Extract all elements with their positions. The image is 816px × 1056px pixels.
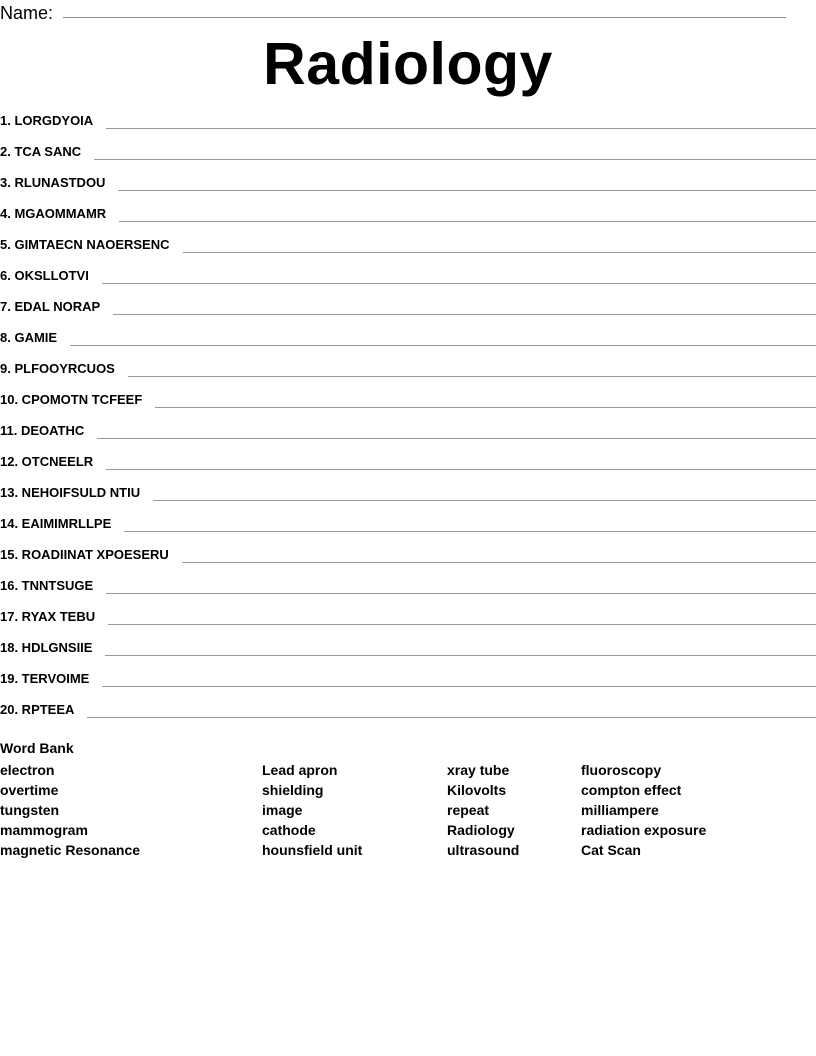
question-label: 14. EAIMIMRLLPE — [0, 516, 112, 531]
question-row — [0, 608, 816, 639]
question-row — [0, 546, 816, 577]
question-label: 7. EDAL NORAP — [0, 299, 101, 314]
question-label: 4. MGAOMMAMR — [0, 206, 107, 221]
question-row — [0, 360, 816, 391]
word-bank-column — [447, 760, 519, 860]
answer-line[interactable] — [128, 360, 816, 377]
word-bank-item: Lead apron — [262, 762, 338, 778]
word-bank-item: Cat Scan — [581, 842, 641, 858]
name-label: Name: — [0, 3, 54, 23]
question-label: 12. OTCNEELR — [0, 454, 94, 469]
question-row — [0, 422, 816, 453]
answer-line[interactable] — [183, 236, 816, 253]
word-bank-item: Radiology — [447, 822, 515, 838]
question-label: 13. NEHOIFSULD NTIU — [0, 485, 141, 500]
answer-line[interactable] — [106, 453, 816, 470]
answer-line[interactable] — [102, 670, 816, 687]
question-row — [0, 639, 816, 670]
question-row — [0, 484, 816, 515]
word-bank-item: tungsten — [0, 802, 60, 818]
question-label: 9. PLFOOYRCUOS — [0, 361, 115, 376]
answer-line[interactable] — [113, 298, 816, 315]
question-label: 5. GIMTAECN NAOERSENC — [0, 237, 170, 252]
answer-line[interactable] — [182, 546, 816, 563]
word-bank-column — [262, 760, 362, 860]
page-title: Radiology — [263, 31, 553, 97]
question-row — [0, 701, 816, 732]
word-bank-item: overtime — [0, 782, 59, 798]
question-row — [0, 329, 816, 360]
name-row — [0, 0, 53, 22]
question-label: 19. TERVOIME — [0, 671, 90, 686]
word-bank-item: compton effect — [581, 782, 682, 798]
question-row — [0, 205, 816, 236]
question-row — [0, 236, 816, 267]
question-label: 6. OKSLLOTVI — [0, 268, 89, 283]
answer-line[interactable] — [87, 701, 816, 718]
word-bank-item: mammogram — [0, 822, 88, 838]
word-bank — [0, 760, 816, 864]
question-label: 1. LORGDYOIA — [0, 113, 94, 128]
word-bank-item: xray tube — [447, 762, 510, 778]
answer-line[interactable] — [102, 267, 816, 284]
word-bank-item: electron — [0, 762, 55, 778]
answer-line[interactable] — [94, 143, 816, 160]
question-label: 8. GAMIE — [0, 330, 58, 345]
question-label: 20. RPTEEA — [0, 702, 75, 717]
word-bank-item: repeat — [447, 802, 490, 818]
answer-line[interactable] — [155, 391, 816, 408]
question-row — [0, 267, 816, 298]
word-bank-item: fluoroscopy — [581, 762, 662, 778]
word-bank-column — [0, 760, 140, 860]
name-blank-line[interactable] — [63, 17, 786, 18]
question-row — [0, 577, 816, 608]
question-label: 3. RLUNASTDOU — [0, 175, 106, 190]
answer-line[interactable] — [108, 608, 816, 625]
question-label: 18. HDLGNSIIE — [0, 640, 93, 655]
question-row — [0, 143, 816, 174]
word-bank-title: Word Bank — [0, 740, 74, 756]
question-list — [0, 112, 816, 732]
word-bank-item: image — [262, 802, 303, 818]
question-label: 2. TCA SANC — [0, 144, 82, 159]
answer-line[interactable] — [124, 515, 816, 532]
answer-line[interactable] — [118, 174, 816, 191]
question-row — [0, 174, 816, 205]
answer-line[interactable] — [119, 205, 816, 222]
question-row — [0, 391, 816, 422]
answer-line[interactable] — [106, 577, 816, 594]
question-label: 10. CPOMOTN TCFEEF — [0, 392, 143, 407]
answer-line[interactable] — [97, 422, 816, 439]
question-label: 17. RYAX TEBU — [0, 609, 96, 624]
answer-line[interactable] — [70, 329, 816, 346]
word-bank-column — [581, 760, 706, 860]
word-bank-item: Kilovolts — [447, 782, 507, 798]
question-label: 15. ROADIINAT XPOESERU — [0, 547, 169, 562]
question-label: 11. DEOATHC — [0, 423, 85, 438]
word-bank-item: shielding — [262, 782, 324, 798]
word-bank-item: ultrasound — [447, 842, 520, 858]
word-bank-item: hounsfield unit — [262, 842, 363, 858]
answer-line[interactable] — [106, 112, 816, 129]
word-bank-item: magnetic Resonance — [0, 842, 141, 858]
word-bank-item: milliampere — [581, 802, 659, 818]
answer-line[interactable] — [105, 639, 816, 656]
answer-line[interactable] — [153, 484, 816, 501]
question-row — [0, 515, 816, 546]
word-bank-item: radiation exposure — [581, 822, 707, 838]
question-row — [0, 453, 816, 484]
question-row — [0, 670, 816, 701]
question-row — [0, 298, 816, 329]
question-row — [0, 112, 816, 143]
question-label: 16. TNNTSUGE — [0, 578, 94, 593]
word-bank-item: cathode — [262, 822, 316, 838]
